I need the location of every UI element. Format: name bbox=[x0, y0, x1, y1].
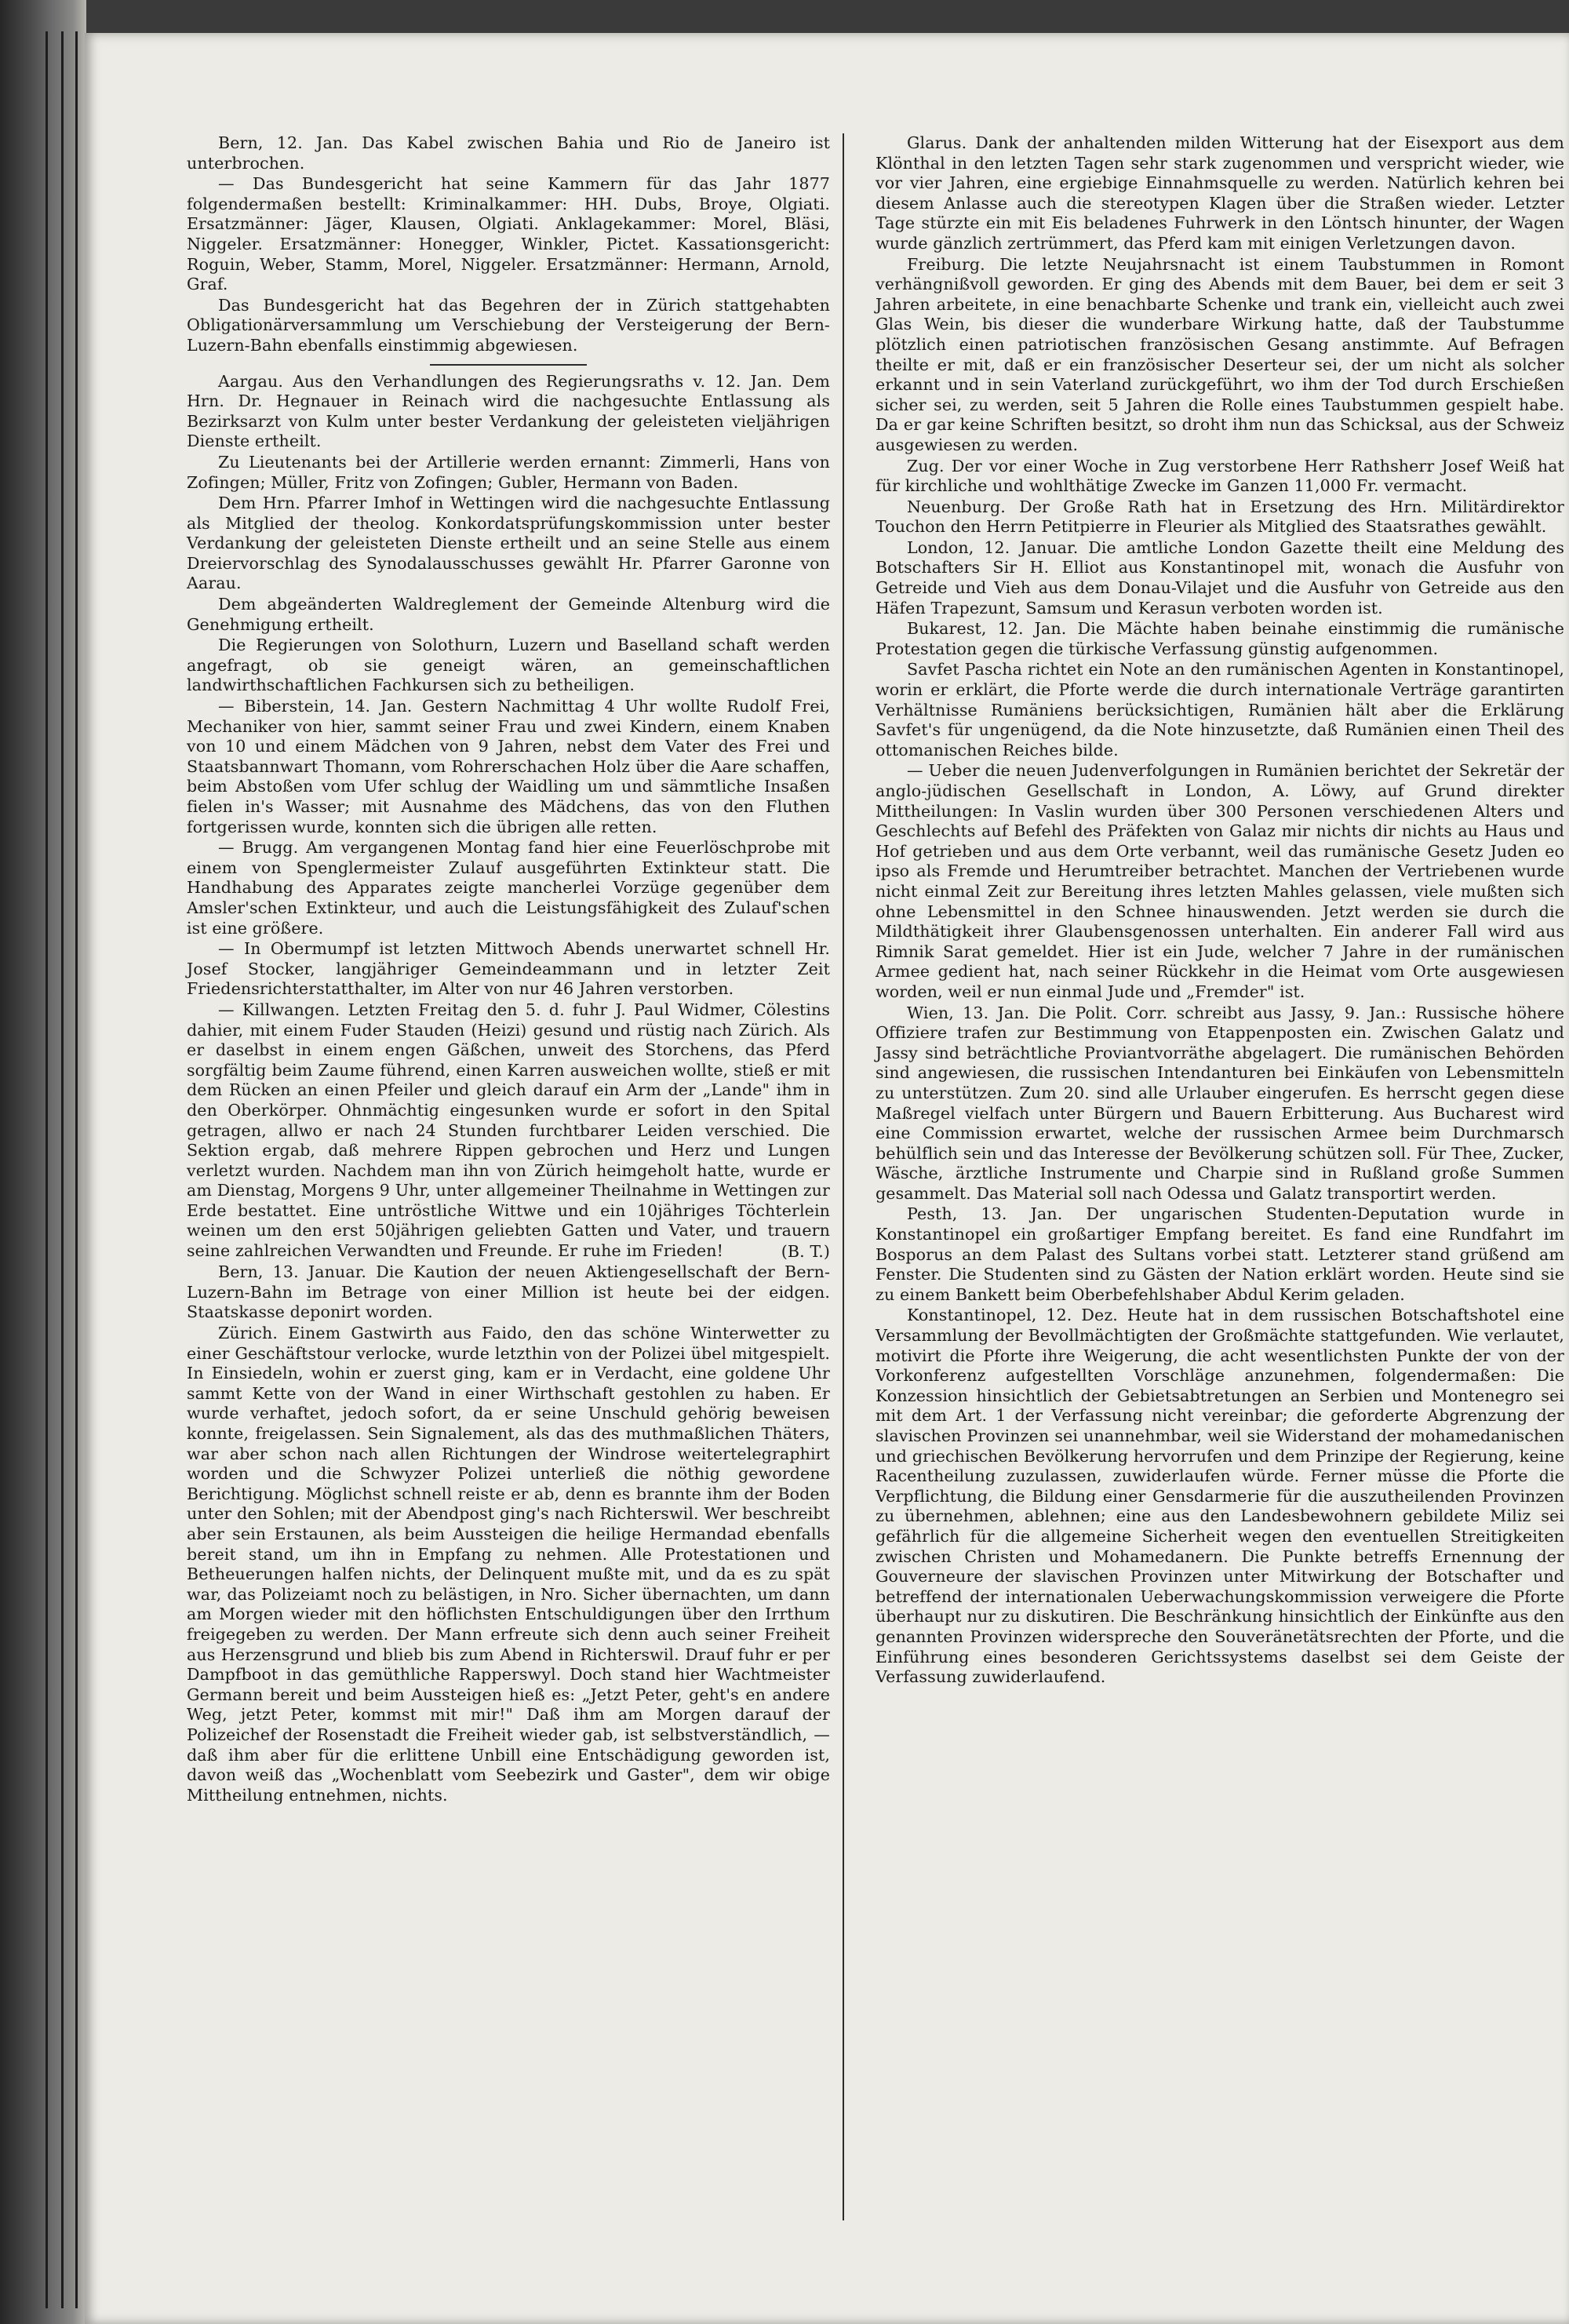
article-aargau-pfarrer: Dem Hrn. Pfarrer Imhof in Wettingen wird die nachgesuchte Entlassung als Mitglied der theolog. Konkordatsprüfungskommission unter bester Verdankung der geleisteten Dienste ertheilt und an seine Stelle aus einem Dreiervorschlag des Synodalausschusses gewählt Hr. Pfarrer Garonne von Aarau. bbox=[187, 494, 830, 593]
column-rule bbox=[843, 133, 844, 2220]
article-freiburg: Freiburg. Die letzte Neujahrsnacht ist einem Taubstummen in Romont verhängnißvoll geworden. Er ging des Abends mit dem Bauer, bei dem er seit 3 Jahren arbeitete, in eine benachbarte Schenke und trank ein, vielleicht auch zwei Glas Wein, bis dieser die wunderbare Wirkung hatte, daß der Taubstumme plötzlich einen patriotischen französischen Gesang anstimmte. Auf Befragen theilte er mit, daß er ein französischer Deserteur sei, der um nicht als solcher erkannt und in sein Vaterland zurückgeführt, wo ihm der Tod durch Erschießen sicher sei, zu werden, seit 5 Jahren die Rolle eines Taubstummen gespielt habe. Da er gar keine Schriften besitzt, so droht ihm nun das Schicksal, aus der Schweiz ausgewiesen zu werden. bbox=[876, 254, 1564, 454]
article-source-signature: (B. T.) bbox=[781, 1241, 830, 1261]
article-obermumpf: — In Obermumpf ist letzten Mittwoch Abends unerwartet schnell Hr. Josef Stocker, langjähriger Gemeindeammann und in letzter Zeit Friedensrichterstatthalter, im Alter von nur 46 Jahren verstorben. bbox=[187, 939, 830, 999]
article-aargau-regierungsrath: Aargau. Aus den Verhandlungen des Regierungsraths v. 12. Jan. Dem Hrn. Dr. Hegnauer in Reinach wird die nachgesuchte Entlassung als Bezirksarzt von Kulm unter bester Verdankung der geleisteten vieljährigen Dienste ertheilt. bbox=[187, 371, 830, 451]
article-wien: Wien, 13. Jan. Die Polit. Corr. schreibt aus Jassy, 9. Jan.: Russische höhere Offiziere trafen zur Bestimmung von Etappenposten ein. Zwischen Galatz und Jassy sind beträchtliche Proviantvorräthe abgelagert. Die rumänischen Behörden sind angewiesen, die russischen Intendanturen bei Einkäufen von Lebensmitteln zu unterstützen. Zum 20. sind alle Urlauber eingerufen. Es herrscht gegen diese Maßregel vielfach unter Bürgern und Bauern Erbitterung. Aus Bucharest wird eine Commission erwartet, welche der russischen Armee beim Durchmarsch behülflich sein und das Interesse der Bevölkerung schützen soll. Für Thee, Zucker, Wäsche, ärztliche Instrumente und Charpie sind in Rußland große Summen gesammelt. Das Material soll nach Odessa und Galatz transportirt werden. bbox=[876, 1003, 1564, 1203]
book-spine bbox=[0, 0, 86, 2324]
binding-edge bbox=[61, 31, 64, 2308]
article-glarus: Glarus. Dank der anhaltenden milden Witterung hat der Eisexport aus dem Klönthal in den letzten Tagen sehr stark zugenommen und verspricht wieder, wie vor vier Jahren, eine ergiebige Einnahmsquelle zu werden. Natürlich kehren bei diesem Anlasse auch die stereotypen Klagen über die Straßen wieder. Letzter Tage stürzte ein mit Eis beladenes Fuhrwerk in den Löntsch hinunter, der Wagen wurde gänzlich zertrümmert, das Pferd kam mit einigen Verletzungen davon. bbox=[876, 133, 1564, 253]
left-column bbox=[187, 133, 830, 1805]
article-judenverfolgungen: — Ueber die neuen Judenverfolgungen in Rumänien berichtet der Sekretär der anglo-jüdischen Gesellschaft in London, A. Löwy, auf Grund direkter Mittheilungen: In Vaslin wurden über 300 Personen verschiedenen Alters und Geschlechts auf Befehl des Präfekten von Galaz mir nichts dir nichts au Haus und Hof getrieben und aus dem Orte verbannt, weil das rumänische Gesetz Juden eo ipso als Fremde und Herumtreiber betrachtet. Manchen der Vertriebenen wurde nicht einmal Zeit zur Bereitung ihres letzten Mahles gelassen, viele mußten sich ohne Lebensmittel in den Schnee hinauswenden. Jetzt werden sie durch die Mildthätigkeit ihrer Glaubensgenossen unterhalten. Ein anderer Fall wird aus Rimnik Sarat gemeldet. Hier ist ein Jude, welcher 7 Jahre in der rumänischen Armee gedient hat, nach seiner Rückkehr in die Heimat vom Orte ausgewiesen worden, weil er nun einmal Jude und „Fremder" ist. bbox=[876, 761, 1564, 1001]
right-column bbox=[876, 133, 1564, 1688]
newspaper-page bbox=[85, 33, 1569, 2324]
article-brugg: — Brugg. Am vergangenen Montag fand hier eine Feuerlöschprobe mit einem von Spenglermeister Zulauf ausgeführten Extinkteur statt. Die Handhabung des Apparates zeigte mancherlei Vorzüge gegenüber dem Amsler'schen Extinkteur, und auch die Leistungsfähigkeit des Zulauf'schen ist eine größere. bbox=[187, 838, 830, 938]
article-killwangen: — Killwangen. Letzten Freitag den 5. d. fuhr J. Paul Widmer, Cölestins dahier, mit einem Fuder Stauden (Heizi) gesund und rüstig nach Zürich. Als er daselbst in einem engen Gäßchen, unweit des Storchens, das Pferd sorgfältig beim Zaume führend, einen Karren ausweichen wollte, stieß er mit dem Rücken an einen Pfeiler und gleich darauf ein Arm der „Lande" ihm in den Oberkörper. Ohnmächtig eingesunken wurde er sofort in den Spital getragen, allwo er nach 24 Stunden furchtbarer Leiden verschied. Die Sektion ergab, daß mehrere Rippen gebrochen und Herz und Lungen verletzt wurden. Nachdem man ihn von Zürich heimgeholt hatte, wurde er am Dienstag, Morgens 9 Uhr, unter allgemeiner Theilnahme in Wettingen zur Erde bestattet. Eine untröstliche Wittwe und ein 10jähriges Töchterlein weinen um den erst 50jährigen geliebten Gatten und Vater, und trauern seine zahlreichen Verwandten und Freunde. Er ruhe im Frieden! bbox=[187, 1000, 830, 1261]
article-zug: Zug. Der vor einer Woche in Zug verstorbene Herr Rathsherr Josef Weiß hat für kirchliche und wohlthätige Zwecke im Ganzen 11,000 Fr. vermacht. bbox=[876, 456, 1564, 496]
binding-edge bbox=[46, 31, 48, 2308]
article-divider bbox=[430, 364, 587, 366]
article-pesth: Pesth, 13. Jan. Der ungarischen Studenten-Deputation wurde in Konstantinopel ein großartiger Empfang bereitet. Es fand eine Rundfahrt im Bosporus an dem Palast des Sultans vorbei statt. Letzterer stand grüßend am Fenster. Die Studenten sind zu Gästen der Nation erklärt worden. Heute sind sie zu einem Bankett beim Oberbefehlshaber Abdul Kerim geladen. bbox=[876, 1204, 1564, 1304]
article-london: London, 12. Januar. Die amtliche London Gazette theilt eine Meldung des Botschafters Sir H. Elliot aus Konstantinopel mit, wonach die Ausfuhr von Getreide und Vieh aus dem Donau-Vilajet und die Ausfuhr von Getreide aus den Häfen Trapezunt, Samsum und Kerasun verboten worden ist. bbox=[876, 537, 1564, 617]
binding-edge bbox=[75, 31, 78, 2308]
article-bern-kabel: Bern, 12. Jan. Das Kabel zwischen Bahia und Rio de Janeiro ist unterbrochen. bbox=[187, 133, 830, 173]
article-bukarest: Bukarest, 12. Jan. Die Mächte haben beinahe einstimmig die rumänische Protestation gegen die türkische Verfassung günstig aufgenommen. bbox=[876, 619, 1564, 658]
article-aargau-fachkurse: Die Regierungen von Solothurn, Luzern und Baselland schaft werden angefragt, ob sie geneigt wären, an gemeinschaftlichen landwirthschaftlichen Fachkursen sich zu betheiligen. bbox=[187, 636, 830, 695]
article-bundesgericht-kammern: — Das Bundesgericht hat seine Kammern für das Jahr 1877 folgendermaßen bestellt: Kriminalkammer: HH. Dubs, Broye, Olgiati. Ersatzmänner: Jäger, Klausen, Olgiati. Anklagekammer: Morel, Bläsi, Niggeler. Ersatzmänner: Honegger, Winkler, Pictet. Kassationsgericht: Roguin, Weber, Stamm, Morel, Niggeler. Ersatzmänner: Hermann, Arnold, Graf. bbox=[187, 174, 830, 294]
article-aargau-waldreglement: Dem abgeänderten Waldreglement der Gemeinde Altenburg wird die Genehmigung ertheilt. bbox=[187, 595, 830, 634]
article-zuerich-gastwirth: Zürich. Einem Gastwirth aus Faido, den das schöne Winterwetter zu einer Geschäftstour verlocke, wurde letzthin von der Polizei übel mitgespielt. In Einsiedeln, wohin er zuerst ging, kam er in Verdacht, eine goldene Uhr sammt Kette von der Wand in einer Wirthschaft gestohlen zu haben. Er wurde verhaftet, jedoch sofort, da er seine Unschuld gehörig beweisen konnte, freigelassen. Sein Signalement, als das des muthmaßlichen Thäters, war aber schon nach allen Richtungen der Windrose weitertelegraphirt worden und die Schwyzer Polizei unterließ die nöthig gewordene Berichtigung. Möglichst schnell reiste er ab, denn es brannte ihm der Boden unter den Sohlen; mit der Abendpost ging's nach Richterswil. Wer beschreibt aber sein Erstaunen, als beim Aussteigen die heilige Hermandad ebenfalls bereit stand, um ihn in Empfang zu nehmen. Alle Protestationen und Betheuerungen halfen nichts, der Delinquent mußte mit, und da es zu spät war, das Polizeiamt noch zu belästigen, in Nro. Sicher übernachten, um dann am Morgen wieder mit den höflichsten Entschuldigungen über den Irrthum freigegeben zu werden. Der Mann erfreute sich denn auch seiner Freiheit aus Herzensgrund und blieb bis zum Abend in Richterswil. Drauf fuhr er per Dampfboot in das gemüthliche Rapperswyl. Doch stand hier Wachtmeister Germann bereit und beim Aussteigen hieß es: „Jetzt Peter, geht's en andere Weg, jetzt Peter, kommst mit mir!" Daß ihm am Morgen darauf der Polizeichef der Rosenstadt die Freiheit wieder gab, ist selbstverständlich, — daß ihm aber für die erlittene Unbill eine Entschädigung geworden ist, davon weiß das „Wochenblatt vom Seebezirk und Gaster", dem wir obige Mittheilung entnehmen, nichts. bbox=[187, 1324, 830, 1805]
article-neuenburg: Neuenburg. Der Große Rath hat in Ersetzung des Hrn. Militärdirektor Touchon den Herrn Petitpierre in Fleurier als Mitglied des Staatsrathes gewählt. bbox=[876, 497, 1564, 537]
article-konstantinopel: Konstantinopel, 12. Dez. Heute hat in dem russischen Botschaftshotel eine Versammlung der Bevollmächtigten der Großmächte stattgefunden. Wie verlautet, motivirt die Pforte ihre Weigerung, die acht wesentlichsten Punkte der von der Vorkonferenz aufgestellten Vorschläge anzunehmen, folgendermaßen: Die Konzession hinsichtlich der Gebietsabtretungen an Serbien und Montenegro sei mit dem Art. 1 der Verfassung nicht vereinbar; die geforderte Abgrenzung der slavischen Provinzen sei unannehmbar, weil sie Widerstand der mohamedanischen und griechischen Bevölkerung hervorrufen und dem Prinzipe der Regierung, keine Racentheilung zuzulassen, zuwiderlaufen würde. Ferner müsse die Pforte die Verpflichtung, die Bildung einer Gensdarmerie für die auszutheilenden Provinzen zu übernehmen, ablehnen; eine aus den Landesbewohnern gebildete Miliz sei gefährlich für die allgemeine Sicherheit wegen den eventuellen Streitigkeiten zwischen Christen und Mohamedanern. Die Punkte betreffs Ernennung der Gouverneure der slavischen Provinzen unter Mitwirkung der Botschafter und betreffend der internationalen Ueberwachungskommission verweigere die Pforte überhaupt nur zu diskutiren. Die Beschränkung hinsichtlich der Einkünfte aus den genannten Provinzen widerspreche den Souveränetätsrechten der Pforte, und die Einführung eines besonderen Gerichtssystems daselbst sei dem Geiste der Verfassung zuwiderlaufend. bbox=[876, 1306, 1564, 1687]
article-bundesgericht-bahn: Das Bundesgericht hat das Begehren der in Zürich stattgehabten Obligationärversammlung um Verschiebung der Versteigerung der Bern-Luzern-Bahn ebenfalls einstimmig abgewiesen. bbox=[187, 295, 830, 355]
article-aargau-lieutenants: Zu Lieutenants bei der Artillerie werden ernannt: Zimmerli, Hans von Zofingen; Müller, Fritz von Zofingen; Gubler, Hermann von Baden. bbox=[187, 452, 830, 492]
article-savfet-pascha: Savfet Pascha richtet ein Note an den rumänischen Agenten in Konstantinopel, worin er erklärt, die Pforte werde die durch internationale Verträge garantirten Verhältnisse Rumäniens berücksichtigen, Rumänien hält aber die Erklärung Savfet's für ungenügend, da die Note hinzusetzte, daß Rumänien einen Theil des ottomanischen Reiches bilde. bbox=[876, 660, 1564, 759]
article-bern-kaution: Bern, 13. Januar. Die Kaution der neuen Aktiengesellschaft der Bern-Luzern-Bahn im Betrage von einer Million ist heute bei der eidgen. Staatskasse deponirt worden. bbox=[187, 1262, 830, 1322]
article-biberstein: — Biberstein, 14. Jan. Gestern Nachmittag 4 Uhr wollte Rudolf Frei, Mechaniker von hier, sammt seiner Frau und zwei Kindern, einem Knaben von 10 und einem Mädchen von 9 Jahren, nebst dem Vater des Frei und Staatsbannwart Thomann, vom Rohrerschachen Holz über die Aare schaffen, beim Abstoßen vom Ufer schlug der Waidling um und sämmtliche Insaßen fielen in's Wasser; mit Ausnahme des Mädchens, das von den Fluthen fortgerissen wurde, konnten sich die übrigen alle retten. bbox=[187, 697, 830, 836]
